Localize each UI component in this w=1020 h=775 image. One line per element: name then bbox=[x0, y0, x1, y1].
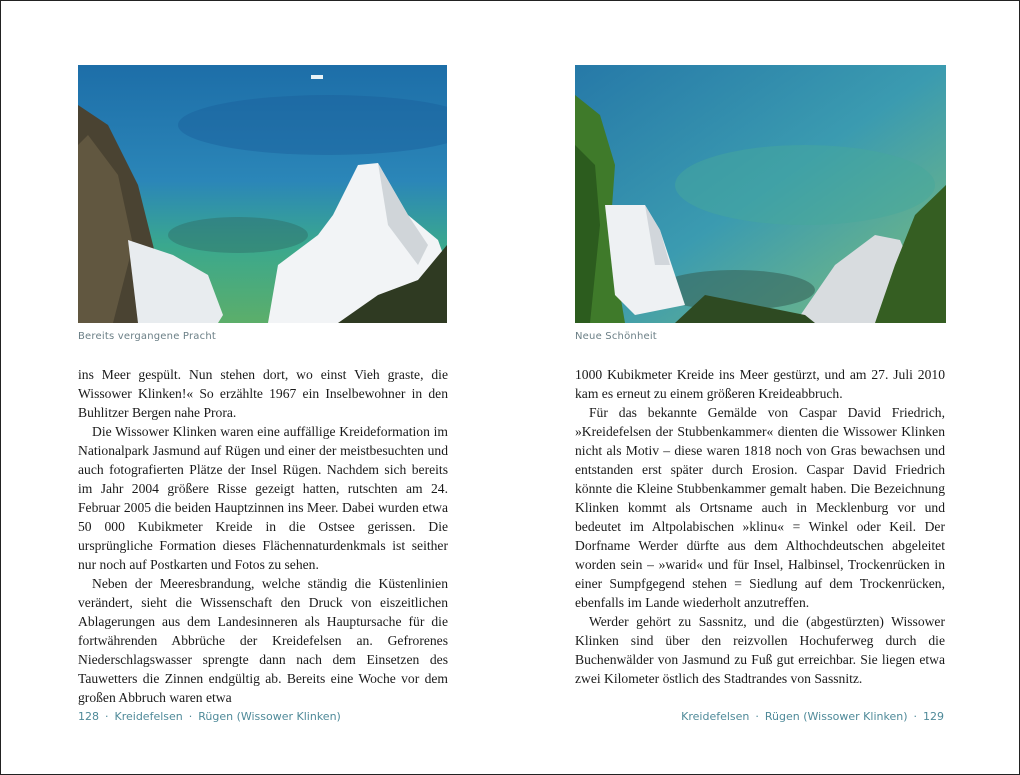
right-page-footer bbox=[681, 710, 944, 723]
footer-separator: · bbox=[913, 710, 917, 723]
paragraph: 1000 Kubikmeter Kreide ins Meer gestürzt, und am 27. Juli 2010 kam es erneut zu einem größeren Kreideabbruch. bbox=[575, 367, 945, 401]
footer-separator: · bbox=[105, 710, 109, 723]
photo-illustration-right bbox=[575, 65, 946, 323]
photo-illustration-left bbox=[78, 65, 447, 323]
paragraph: ins Meer gespült. Nun stehen dort, wo einst Vieh graste, die Wissower Klinken!« So erzählte 1967 ein Inselbewohner in den Buhlitzer Bergen nahe Prora. bbox=[78, 367, 448, 420]
photo-caption: Bereits vergangene Pracht bbox=[78, 331, 216, 342]
photo-caption: Neue Schönheit bbox=[575, 331, 657, 342]
body-text bbox=[575, 365, 945, 688]
footer-separator: · bbox=[755, 710, 759, 723]
section-name: Rügen (Wissower Klinken) bbox=[764, 710, 908, 723]
section-name: Rügen (Wissower Klinken) bbox=[198, 710, 341, 723]
paragraph: Neben der Meeresbrandung, welche ständig die Küstenlinien verändert, sieht die Wissenschaft den Druck von eiszeitlichen Ablagerungen aus dem Landesinneren als Hauptursache für die fortwährenden Abbrüche der Kreidefelsen an. Gefrorenes Niederschlagswasser sprengte dann nach dem Einsetzen des Tauwetters die Zinnen endgültig ab. Bereits eine Woche vor dem großen Abbruch waren etwa bbox=[78, 576, 448, 705]
chapter-name: Kreidefelsen bbox=[681, 710, 750, 723]
chapter-name: Kreidefelsen bbox=[114, 710, 183, 723]
body-text bbox=[78, 365, 448, 707]
photo-chalk-cliffs-new bbox=[575, 65, 946, 323]
footer-separator: · bbox=[188, 710, 193, 723]
photo-chalk-cliffs-old bbox=[78, 65, 447, 323]
paragraph: Für das bekannte Gemälde von Caspar David Friedrich, »Kreidefelsen der Stubbenkammer« dienten die Wissower Klinken nicht als Motiv – diese waren 1818 noch von Gras bewachsen und entstanden erst später durch Erosion. Caspar David Friedrich könnte die Kleine Stubbenkammer gemalt haben. Die Bezeichnung Klinken kommt als Ortsname auch in Mecklenburg vor und bedeutet im Altpolabischen »klinu« = Winkel oder Keil. Der Dorfname Werder dürfte aus dem Althochdeutschen abgeleitet worden sein – »warid« und für Insel, Halbinsel, Trockenrücken in einer Sumpfgegend stehen = Siedlung auf dem Trockenrücken, ebenfalls im Lande wiederholt anzutreffen. bbox=[575, 405, 945, 610]
page-number: 128 bbox=[78, 710, 99, 723]
page-number: 129 bbox=[923, 710, 944, 723]
left-page-footer bbox=[78, 710, 341, 723]
paragraph: Die Wissower Klinken waren eine auffällige Kreideformation im Nationalpark Jasmund auf Rügen und einer der meistbesuchten und auch fotografierten Plätze der Insel Rügen. Nachdem sich bereits im Jahr 2004 größere Risse gezeigt hatten, rutschten am 24. Februar 2005 die beiden Hauptzinnen ins Meer. Dabei wurden etwa 50 000 Kubikmeter Kreide in die Ostsee gerissen. Die ursprüngliche Formation dieses Flächennaturdenkmals ist seither nur noch auf Postkarten und Fotos zu sehen. bbox=[78, 424, 448, 572]
paragraph: Werder gehört zu Sassnitz, und die (abgestürzten) Wissower Klinken sind über den reizvollen Hochuferweg durch die Buchenwälder von Jasmund zu Fuß gut erreichbar. Sie liegen etwa zwei Kilometer östlich des Stadtrandes von Sassnitz. bbox=[575, 614, 945, 686]
